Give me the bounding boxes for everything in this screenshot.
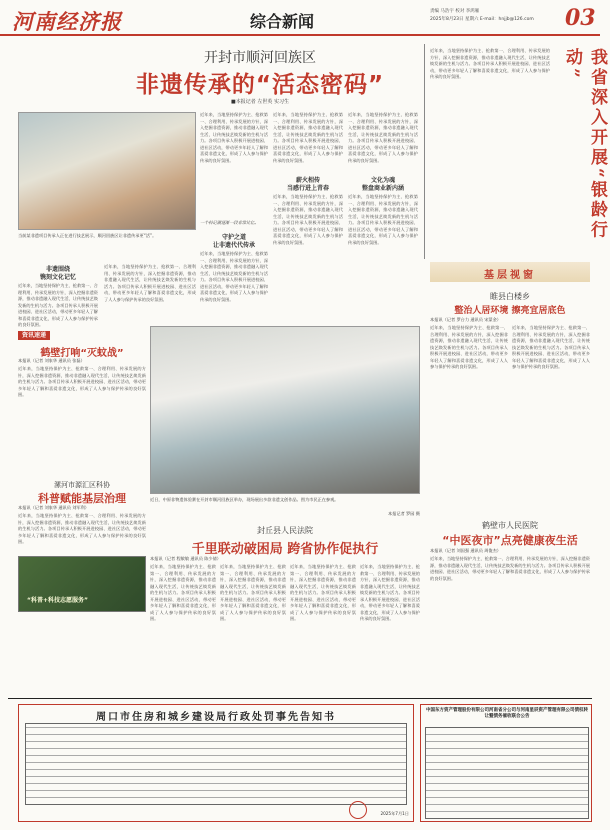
lead-subhead-2b: 让非遗代代传承 <box>212 242 255 249</box>
right-body: 近年来，当地坚持保护为主、抢救第一、合理利用、传承发展的方针，深入挖掘非遗资源，推动非遗融入现代生活，让传统技艺焕发新的生机与活力。各项目传承人积极开展进校园、进社区活动，带动更多年轻人了解和喜爱非遗文化，形成了人人参与保护传承的良好氛围。 <box>430 556 590 581</box>
lead-body-col5b: 近年来，当地坚持保护为主、抢救第一、合理利用、传承发展的方针，深入挖掘非遗资源，推动非遗融入现代生活，让传统技艺焕发新的生机与活力。各项目传承人积极开展进校园、进社区活动，带动更多年轻人了解和喜爱非遗文化，形成了人人参与保护传承的良好氛围。 <box>348 194 418 245</box>
right-headline: “中医夜市”点亮健康夜生活 <box>442 534 578 547</box>
brief-body-2: 近年来，当地坚持保护为主、抢救第一、合理利用、传承发展的方针，深入挖掘非遗资源，推动非遗融入现代生活，让传统技艺焕发新的生机与活力。各项目传承人积极开展进校园、进社区活动，带动更多年轻人了解和喜爱非遗文化，形成了人人参与保护传承的良好氛围。 <box>18 513 146 544</box>
lead-body-col5: 近年来，当地坚持保护为主、抢救第一、合理利用、传承发展的方针，深入挖掘非遗资源，推动非遗融入现代生活，让传统技艺焕发新的生机与活力。各项目传承人积极开展进校园、进社区活动，带动更多年轻人了解和喜爱非遗文化，形成了人人参与保护传承的良好氛围。 <box>348 112 418 163</box>
notice-rule <box>8 698 592 699</box>
center-body-2: 近年来，当地坚持保护为主、抢救第一、合理利用、传承发展的方针，深入挖掘非遗资源，推动非遗融入现代生活，让传统技艺焕发新的生机与活力。各项目传承人积极开展进校园、进社区活动，带动更多年轻人了解和喜爱非遗文化，形成了人人参与保护传承的良好氛围。 <box>220 564 286 621</box>
lead-byline: ■本报记者 左世英 实习生 <box>231 99 289 105</box>
lead-subhead-1b: 镌刻文化记忆 <box>39 274 76 281</box>
newspaper-logo: 河南经济报 <box>12 9 122 34</box>
column-banner <box>430 262 590 282</box>
lead-body-col4: 近年来，当地坚持保护为主、抢救第一、合理利用、传承发展的方针，深入挖掘非遗资源，推动非遗融入现代生活，让传统技艺焕发新的生机与活力。各项目传承人积极开展进校园、进社区活动，带动更多年轻人了解和喜爱非遗文化，形成了人人参与保护传承的良好氛围。 <box>273 112 343 163</box>
lead-subhead-1: 非遗围绕 <box>45 266 70 273</box>
lead-photo-caption: 当前某非遗项目传承人正在进行技艺展示，顺河回族区让非遗传承更“活”。 <box>18 233 157 238</box>
science-photo-text: “科普+科技志愿服务” <box>27 597 88 604</box>
lead-photo-heritage <box>18 112 196 230</box>
brief-byline-2: 本报讯（记者 刘家华 通讯员 刘军利） <box>18 505 89 510</box>
brief-news-tag: 资讯速递 <box>18 331 50 340</box>
right-byline: 本报讯（记者 刘国强 通讯员 周俊杰） <box>430 548 501 553</box>
lead-subhead-3b: 当感行进上青春 <box>286 185 329 192</box>
lead-kicker: 开封市顺河回族区 <box>204 50 316 66</box>
lead-body-col1: 近年来，当地坚持保护为主、抢救第一、合理利用、传承发展的方针，深入挖掘非遗资源，推动非遗融入现代生活，让传统技艺焕发新的生机与活力。各项目传承人积极开展进校园、进社区活动，带动更多年轻人了解和喜爱非遗文化，形成了人人参与保护传承的良好氛围。 <box>18 283 98 327</box>
masthead-meta <box>430 8 560 24</box>
brief-news-section <box>18 330 146 339</box>
meta-date: 2025年8月23日 星期六 E-mail：hnjjb@126.com <box>430 17 534 22</box>
column-headline: 整治人居环境 擦亮宜居底色 <box>454 306 566 316</box>
debt-notice <box>420 704 592 822</box>
vertical-headline: 我省深入开展“银龄行动” <box>562 48 607 241</box>
lead-subhead-4b: 整盘商业新内涵 <box>361 185 404 192</box>
section-title: 综合新闻 <box>250 12 315 31</box>
lead-body-col3b: 近年来，当地坚持保护为主、抢救第一、合理利用、传承发展的方针，深入挖掘非遗资源，推动非遗融入现代生活，让传统技艺焕发新的生机与活力。各项目传承人积极开展进校园、进社区活动，带动更多年轻人了解和喜爱非遗文化，形成了人人参与保护传承的良好氛围。 <box>200 251 268 302</box>
center-headline: 千里联动破困局 跨省协作促执行 <box>191 542 379 557</box>
brief-body-1: 近年来，当地坚持保护为主、抢救第一、合理利用、传承发展的方针，深入挖掘非遗资源，推动非遗融入现代生活，让传统技艺焕发新的生机与活力。各项目传承人积极开展进校园、进社区活动，带动更多年轻人了解和喜爱非遗文化，形成了人人参与保护传承的良好氛围。 <box>18 366 146 397</box>
brief-kicker-2: 漯河市源汇区科协 <box>54 481 110 489</box>
lead-photo-credit: 本报记者 罗园 摄 <box>388 511 420 516</box>
lead-body-col4b: 近年来，当地坚持保护为主、抢救第一、合理利用、传承发展的方针，深入挖掘非遗资源，推动非遗融入现代生活，让传统技艺焕发新的生机与活力。各项目传承人积极开展进校园、进社区活动，带动更多年轻人了解和喜爱非遗文化，形成了人人参与保护传承的良好氛围。 <box>273 194 343 245</box>
center-body-1: 近年来，当地坚持保护为主、抢救第一、合理利用、传承发展的方针，深入挖掘非遗资源，推动非遗融入现代生活，让传统技艺焕发新的生机与活力。各项目传承人积极开展进校园、进社区活动，带动更多年轻人了解和喜爱非遗文化，形成了人人参与保护传承的良好氛围。 <box>150 564 216 621</box>
brief-byline-1: 本报讯（记者 刘家华 通讯员 张磊） <box>18 358 85 363</box>
lead-body-col3: 近年来，当地坚持保护为主、抢救第一、合理利用、传承发展的方针，深入挖掘非遗资源，推动非遗融入现代生活，让传统技艺焕发新的生机与活力。各项目传承人积极开展进校园、进社区活动，带动更多年轻人了解和喜爱非遗文化，形成了人人参与保护传承的良好氛围。 <box>200 112 268 163</box>
masthead <box>0 0 600 36</box>
center-body-4: 近年来，当地坚持保护为主、抢救第一、合理利用、传承发展的方针，深入挖掘非遗资源，推动非遗融入现代生活，让传统技艺焕发新的生机与活力。各项目传承人积极开展进校园、进社区活动，带动更多年轻人了解和喜爱非遗文化，形成了人人参与保护传承的良好氛围。 <box>360 564 420 621</box>
column-body-2: 近年来，当地坚持保护为主、抢救第一、合理利用、传承发展的方针，深入挖掘非遗资源，推动非遗融入现代生活，让传统技艺焕发新的生机与活力。各项目传承人积极开展进校园、进社区活动，带动更多年轻人了解和喜爱非遗文化，形成了人人参与保护传承的良好氛围。 <box>512 325 590 369</box>
science-volunteer-photo <box>18 556 146 612</box>
lead-photo-caption-2: 近日，中原非物遗体验赛在开封市顺河回族区举办，现场展出多款非遗文创作品。图为市民正在参观。 <box>150 497 339 502</box>
penalty-notice-title: 周口市住房和城乡建设局行政处罚事先告知书 <box>96 712 336 723</box>
page-number: 03 <box>565 5 596 31</box>
debt-notice-title: 中国东方资产管理股份有限公司河南省分公司与河南星辰资产管理有限公司债权转让暨债务催收联合公告 <box>426 708 588 719</box>
lead-subhead-4: 文化为魂 <box>370 177 395 184</box>
vertical-story-body: 近年来，当地坚持保护为主、抢救第一、合理利用、传承发展的方针，深入挖掘非遗资源，推动非遗融入现代生活，让传统技艺焕发新的生机与活力。各项目传承人积极开展进校园、进社区活动，带动更多年轻人了解和喜爱非遗文化，形成了人人参与保护传承的良好氛围。 <box>430 48 550 79</box>
column-divider <box>424 44 425 259</box>
center-kicker: 封丘县人民法院 <box>257 526 313 535</box>
debt-notice-table <box>425 727 589 819</box>
brief-headline-1: 鹤壁打响“灭蚊战” <box>40 348 124 359</box>
lead-photo-exhibition <box>150 326 420 494</box>
meta-editors: 责编 马浩宇 校对 李鸿雁 <box>430 9 480 14</box>
lead-pull-quote: 一个料记潮逐渐一段非常比亿。 <box>200 220 259 225</box>
lead-subhead-3: 薪火相传 <box>295 177 320 184</box>
center-body-3: 近年来，当地坚持保护为主、抢救第一、合理利用、传承发展的方针，深入挖掘非遗资源，推动非遗融入现代生活，让传统技艺焕发新的生机与活力。各项目传承人积极开展进校园、进社区活动，带动更多年轻人了解和喜爱非遗文化，形成了人人参与保护传承的良好氛围。 <box>290 564 356 621</box>
column-body-1: 近年来，当地坚持保护为主、抢救第一、合理利用、传承发展的方针，深入挖掘非遗资源，推动非遗融入现代生活，让传统技艺焕发新的生机与活力。各项目传承人积极开展进校园、进社区活动，带动更多年轻人了解和喜爱非遗文化，形成了人人参与保护传承的良好氛围。 <box>430 325 508 369</box>
penalty-notice-table <box>25 723 407 805</box>
penalty-notice-date: 2025年7月1日 <box>380 811 409 816</box>
center-byline: 本报讯（记者 程敏敏 通讯员 陈少倩） <box>150 556 221 561</box>
lead-body-col2: 近年来，当地坚持保护为主、抢救第一、合理利用、传承发展的方针，深入挖掘非遗资源，推动非遗融入现代生活，让传统技艺焕发新的生机与活力。各项目传承人积极开展进校园、进社区活动，带动更多年轻人了解和喜爱非遗文化，形成了人人参与保护传承的良好氛围。 <box>104 264 196 302</box>
column-byline: 本报讯（记者 罗台力 通讯员 宋蒙金） <box>430 317 501 322</box>
column-banner-title: 基层视窗 <box>484 270 536 281</box>
column-kicker: 睢县白楼乡 <box>490 292 530 301</box>
right-kicker: 鹤壁市人民医院 <box>482 521 538 530</box>
lead-subhead-2: 守护之道 <box>221 234 246 241</box>
penalty-notice <box>18 704 414 822</box>
lead-headline: 非遗传承的“活态密码” <box>135 72 385 98</box>
brief-headline-2: 科普赋能基层治理 <box>38 492 126 505</box>
